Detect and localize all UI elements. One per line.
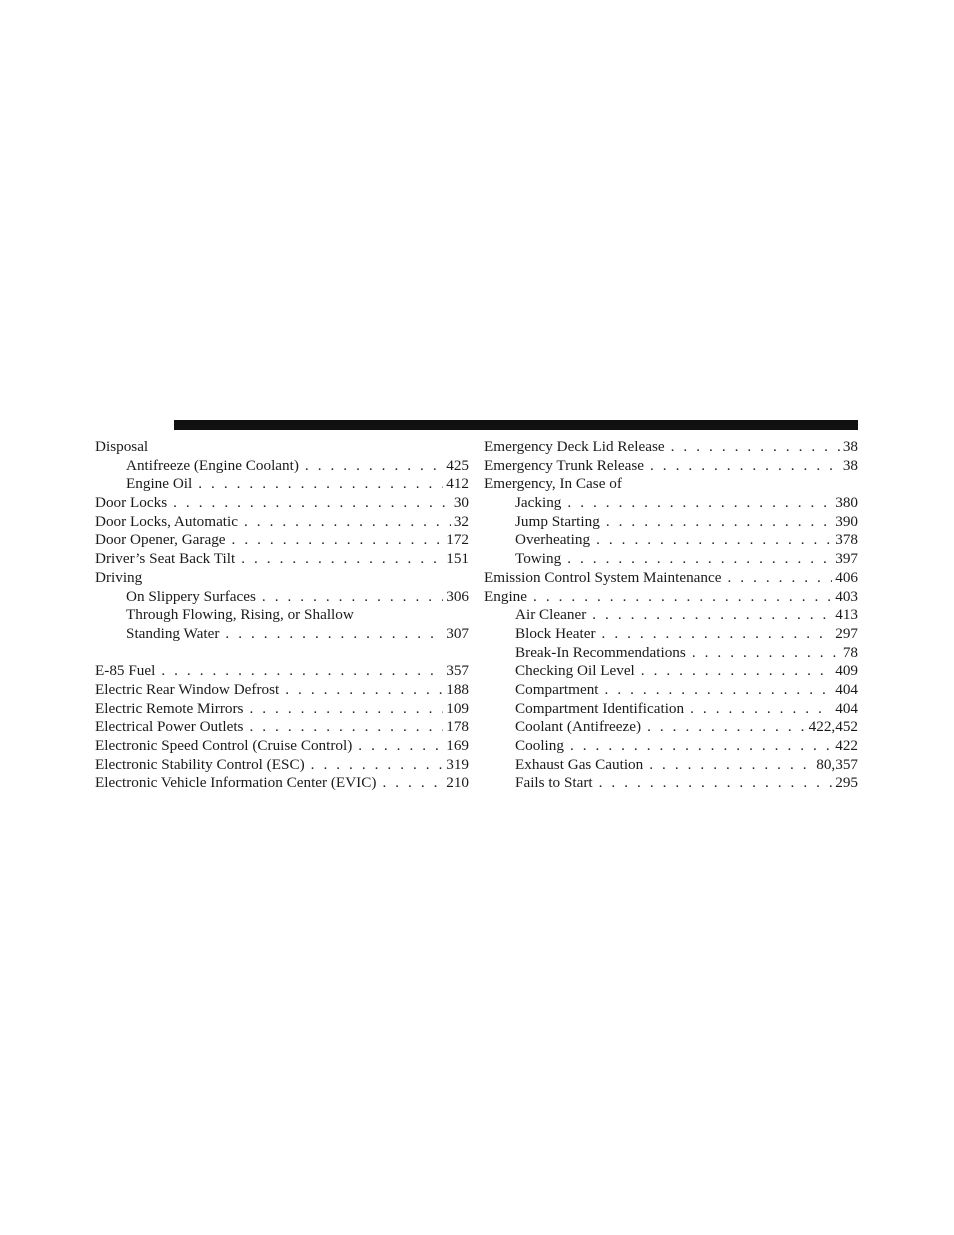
dot-leader (311, 756, 444, 775)
dot-leader (728, 569, 833, 588)
dot-leader (285, 681, 443, 700)
index-entry-label: Compartment (515, 680, 599, 698)
index-page-number: 306 (446, 587, 469, 605)
dot-leader (249, 700, 443, 719)
dot-leader (650, 457, 840, 476)
index-subentry (95, 606, 469, 625)
index-entry-label: Electronic Speed Control (Cruise Control) (95, 737, 353, 754)
index-page-number: 319 (446, 755, 469, 773)
index-page-number: 210 (446, 774, 469, 792)
index-entry (95, 774, 469, 793)
index-entry (484, 457, 858, 476)
index-entry (484, 475, 858, 494)
section-header-bar (174, 420, 858, 430)
dot-leader (567, 494, 832, 513)
index-spacer (95, 644, 469, 663)
index-entry-label: Engine (484, 587, 528, 605)
index-page-number: 422,452 (808, 718, 858, 736)
dot-leader (605, 681, 833, 700)
index-page-number: 80,357 (816, 755, 858, 773)
dot-leader (606, 513, 832, 532)
index-entry (484, 438, 858, 457)
index-page-number: 409 (835, 662, 858, 680)
index-entry (95, 569, 469, 588)
index-page-number: 412 (446, 475, 469, 493)
index-entry (95, 700, 469, 719)
index-subentry (484, 681, 858, 700)
index-page-number: 397 (835, 550, 858, 568)
index-subentry (484, 494, 858, 513)
index-subentry (484, 550, 858, 569)
dot-leader (232, 531, 444, 550)
index-entry-label: Coolant (Antifreeze) (515, 718, 642, 736)
index-subentry (484, 756, 858, 775)
index-entry-label: Door Opener, Garage (95, 531, 226, 549)
index-entry-label: Towing (515, 550, 562, 568)
index-entry-label: On Slippery Surfaces (126, 587, 256, 605)
index-entry-label: Compartment Identification (515, 699, 685, 717)
index-page-number: 30 (453, 494, 469, 512)
index-entry-label: Jump Starting (515, 512, 600, 530)
index-subentry (95, 625, 469, 644)
index-entry-label: Standing Water (126, 624, 220, 642)
dot-leader (602, 625, 833, 644)
index-page-number: 188 (446, 680, 469, 698)
dot-leader (225, 625, 443, 644)
index-subentry (95, 475, 469, 494)
index-page-number: 172 (446, 531, 469, 549)
dot-leader (173, 494, 451, 513)
index-entry (95, 513, 469, 532)
dot-leader (570, 737, 832, 756)
dot-leader (249, 718, 443, 737)
index-subentry (95, 457, 469, 476)
dot-leader (244, 513, 451, 532)
index-entry-label: Overheating (515, 531, 591, 549)
index-page-number: 378 (835, 531, 858, 549)
index-entry-label: Electronic Stability Control (ESC) (95, 755, 305, 773)
index-subentry (484, 718, 858, 737)
index-entry-label: Emission Control System Maintenance (484, 568, 722, 586)
index-page-number: 390 (835, 512, 858, 530)
index-page-number: 109 (446, 699, 469, 717)
index-subentry (484, 644, 858, 663)
index-page-number: 307 (446, 624, 469, 642)
dot-leader (692, 644, 840, 663)
index-entry-label: Checking Oil Level (515, 662, 635, 680)
index-entry (95, 681, 469, 700)
index-entry-label: Emergency Deck Lid Release (484, 438, 665, 455)
index-page-number: 78 (842, 643, 858, 661)
index-column-left (95, 438, 469, 793)
index-page-number: 406 (835, 568, 858, 586)
index-entry-label: Jacking (515, 494, 562, 512)
index-page-number: 422 (835, 737, 858, 754)
dot-leader (198, 475, 443, 494)
index-page-number: 38 (842, 438, 858, 455)
index-subentry (484, 531, 858, 550)
index-entry-label: Air Cleaner (515, 606, 587, 624)
index-entry-label: Door Locks (95, 494, 168, 512)
index-entry-label: Antifreeze (Engine Coolant) (126, 456, 299, 474)
index-entry-label: Driving (95, 568, 143, 586)
index-subentry (95, 588, 469, 607)
dot-leader (358, 737, 443, 756)
index-subentry (484, 774, 858, 793)
dot-leader (567, 550, 832, 569)
dot-leader (599, 774, 833, 793)
index-subentry (484, 513, 858, 532)
index-entry (484, 569, 858, 588)
index-page-number: 404 (835, 699, 858, 717)
index-page-number: 297 (835, 624, 858, 642)
index-entry-label: Driver’s Seat Back Tilt (95, 550, 236, 568)
index-page-number: 32 (453, 512, 469, 530)
index-entry (95, 662, 469, 681)
dot-leader (647, 718, 806, 737)
index-entry-label: Fails to Start (515, 774, 593, 792)
dot-leader (592, 606, 832, 625)
index-entry-label: Through Flowing, Rising, or Shallow (126, 606, 354, 624)
index-entry (95, 737, 469, 756)
index-entry-label: Engine Oil (126, 475, 193, 493)
index-page-number: 178 (446, 718, 469, 736)
index-page-number: 413 (835, 606, 858, 624)
dot-leader (671, 438, 840, 457)
index-entry-label: Emergency Trunk Release (484, 456, 645, 474)
index-page-number: 425 (446, 456, 469, 474)
dot-leader (241, 550, 443, 569)
index-column-right (484, 438, 858, 793)
dot-leader (161, 662, 443, 681)
index-entry (95, 494, 469, 513)
index-entry-label: Electrical Power Outlets (95, 718, 244, 736)
index-subentry (484, 700, 858, 719)
index-subentry (484, 662, 858, 681)
index-entry-label: Cooling (515, 737, 564, 754)
index-entry (95, 718, 469, 737)
index-entry-label: Electric Rear Window Defrost (95, 680, 280, 698)
index-subentry (484, 737, 858, 756)
index-subentry (484, 625, 858, 644)
index-entry-label: Exhaust Gas Caution (515, 755, 644, 773)
index-entry (95, 531, 469, 550)
index-entry-label: Disposal (95, 438, 149, 455)
index-page-number: 404 (835, 680, 858, 698)
index-entry-label: Electronic Vehicle Information Center (EVIC) (95, 774, 377, 792)
index-entry-label: Emergency, In Case of (484, 475, 622, 493)
dot-leader (305, 457, 443, 476)
index-entry-label: Block Heater (515, 624, 596, 642)
index-page-number: 403 (835, 587, 858, 605)
index-entry (95, 756, 469, 775)
index-entry-label: Electric Remote Mirrors (95, 699, 244, 717)
dot-leader (596, 531, 832, 550)
dot-leader (649, 756, 813, 775)
index-entry-label: Break-In Recommendations (515, 643, 686, 661)
dot-leader (641, 662, 832, 681)
index-entry-label: E-85 Fuel (95, 662, 156, 680)
index-entry (484, 588, 858, 607)
dot-leader (382, 774, 443, 793)
index-page-number: 169 (446, 737, 469, 754)
index-page-number: 380 (835, 494, 858, 512)
index-entry-label: Door Locks, Automatic (95, 512, 238, 530)
index-page-number: 295 (835, 774, 858, 792)
dot-leader (690, 700, 832, 719)
dot-leader (533, 588, 832, 607)
index-page-number: 38 (842, 456, 858, 474)
index-page-number: 151 (446, 550, 469, 568)
index-subentry (484, 606, 858, 625)
index-entry (95, 550, 469, 569)
index-page-number: 357 (446, 662, 469, 680)
index-entry (95, 438, 469, 457)
dot-leader (262, 588, 443, 607)
